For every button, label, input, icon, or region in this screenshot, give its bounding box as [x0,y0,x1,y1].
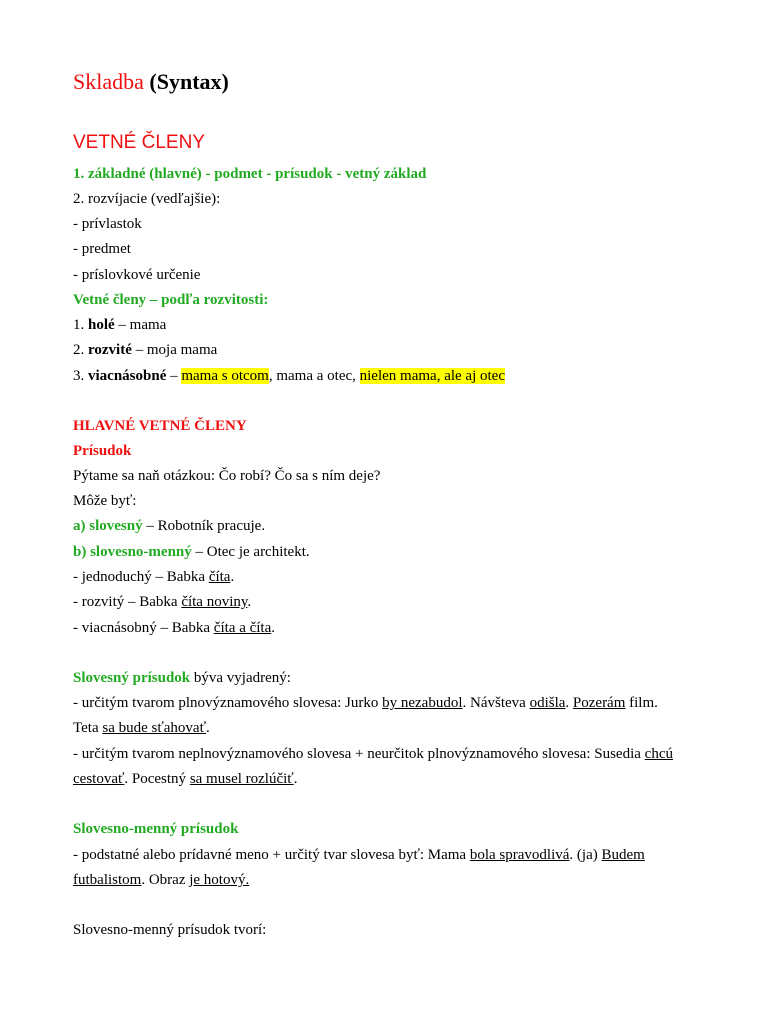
text-line: - príslovkové určenie [73,267,201,283]
text-line: - určitým tvarom neplnovýznamového slovesa + neurčitok plnovýznamového slovesa: Susedia chcú [73,746,673,762]
subheading-prisudok: Prísudok [73,443,132,459]
title-main: Skladba [73,69,144,94]
text-line: b) slovesno-menný – Otec je architekt. [73,544,310,560]
highlighted-text: mama s otcom [181,368,269,384]
text-line: 3. viacnásobné – mama s otcom, mama a otec, nielen mama, ale aj otec [73,368,505,384]
text-line: cestovať. Pocestný sa musel rozlúčiť. [73,771,298,787]
text-line: 2. rozvité – moja mama [73,342,218,358]
bold-term: viacnásobné [88,368,167,384]
text-line: - predmet [73,241,131,257]
subheading-slovesno-menny: Slovesno-menný prísudok [73,821,239,837]
text-line: Môže byť: [73,493,137,509]
underlined-text: číta a číta [213,620,272,636]
text-line: - rozvitý – Babka číta noviny. [73,594,252,610]
underlined-text: číta noviny [181,594,248,610]
text-line: - viacnásobný – Babka číta a číta. [73,620,276,636]
text-line: Teta sa bude sťahovať. [73,720,210,736]
section-heading-hlavne: HLAVNÉ VETNÉ ČLENY [73,418,247,434]
text-line: 2. rozvíjacie (vedľajšie): [73,191,221,207]
text-line: Pýtame sa naň otázkou: Čo robí? Čo sa s ním deje? [73,468,381,484]
text-line: a) slovesný – Robotník pracuje. [73,518,266,534]
section-heading-vetne-cleny: VETNÉ ČLENY [73,132,205,153]
text-line: Slovesný prísudok býva vyjadrený: [73,670,291,686]
text-line: 1. holé – mama [73,317,167,333]
underlined-text: číta [208,569,231,585]
bold-term: holé [88,317,115,333]
subheading-rozvitost: Vetné členy – podľa rozvitosti: [73,292,269,308]
highlighted-text: nielen mama, ale aj otec [359,368,505,384]
bold-term: rozvité [88,342,132,358]
text-line: - jednoduchý – Babka číta. [73,569,235,585]
text-line: - podstatné alebo prídavné meno + určitý tvar slovesa byť: Mama bola spravodlivá. (ja) Budem [73,847,645,863]
document-title [73,69,229,95]
text-line: - určitým tvarom plnovýznamového slovesa: Jurko by nezabudol. Návšteva odišla. Pozerám film. [73,695,658,711]
text-line: futbalistom. Obraz je hotový. [73,872,250,888]
text-line: - prívlastok [73,216,142,232]
text-line: Slovesno-menný prísudok tvorí: [73,922,267,938]
title-sub: (Syntax) [143,69,229,94]
text-line: 1. základné (hlavné) - podmet - prísudok - vetný základ [73,166,427,182]
